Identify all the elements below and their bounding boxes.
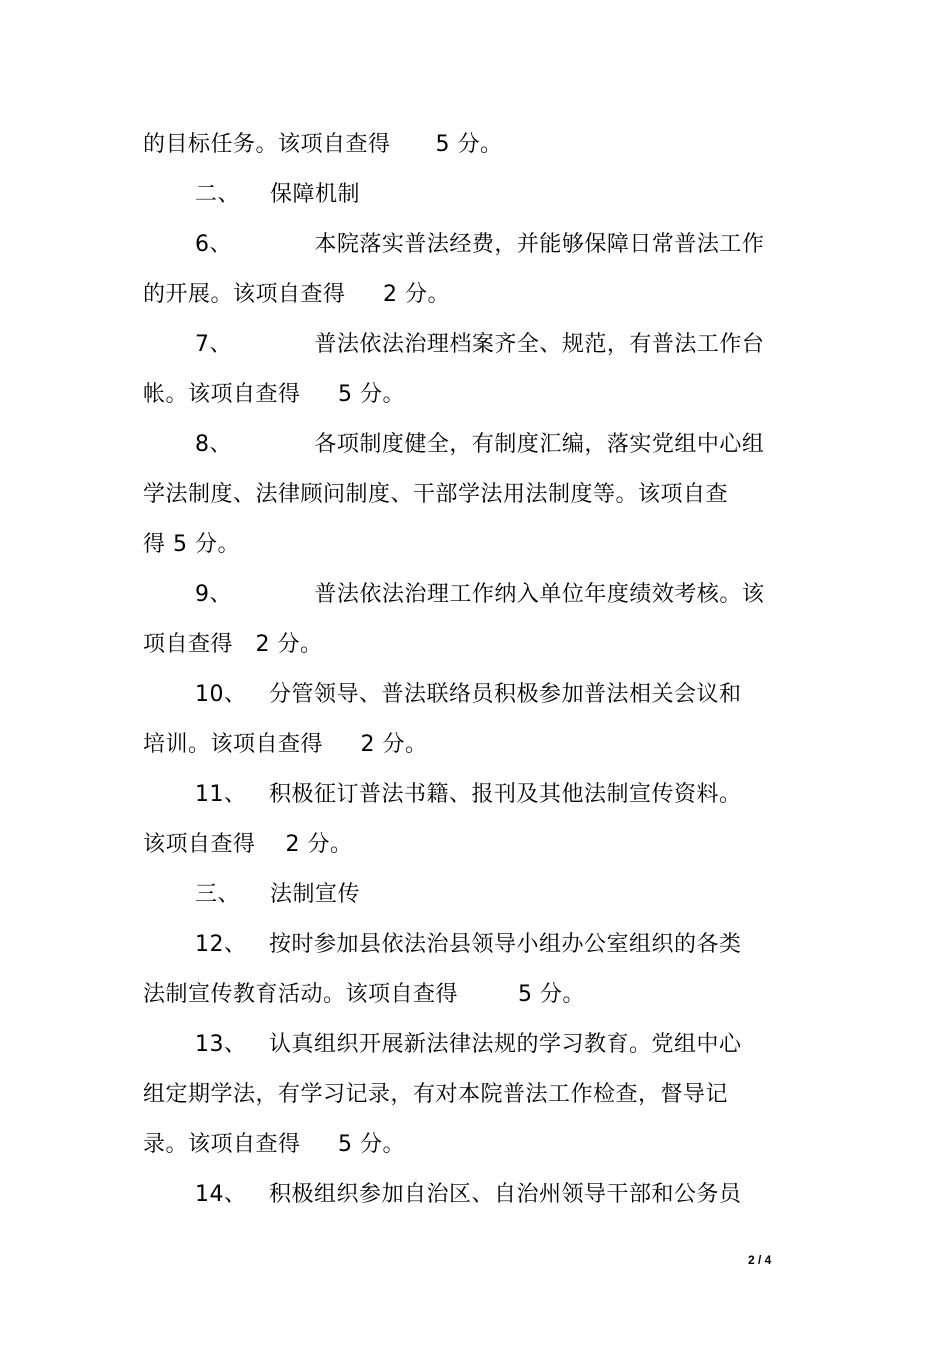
text-line: 得 5 分。 bbox=[143, 532, 240, 557]
text-line: 项自查得 2 分。 bbox=[143, 632, 323, 657]
text-line: 的目标任务。该项自查得 5 分。 bbox=[143, 132, 503, 157]
text-line: 8、 各项制度健全，有制度汇编，落实党组中心组 bbox=[195, 432, 765, 457]
section-heading: 三、 法制宣传 bbox=[195, 882, 360, 907]
text-line: 10、 分管领导、普法联络员积极参加普法相关会议和 bbox=[195, 682, 742, 707]
text-line: 7、 普法依法治理档案齐全、规范，有普法工作台 bbox=[195, 332, 765, 357]
text-line: 该项自查得 2 分。 bbox=[143, 832, 353, 857]
text-line: 帐。该项自查得 5 分。 bbox=[143, 382, 405, 407]
text-line: 13、 认真组织开展新法律法规的学习教育。党组中心 bbox=[195, 1032, 742, 1057]
section-heading: 二、 保障机制 bbox=[195, 182, 360, 207]
text-line: 组定期学法，有学习记录，有对本院普法工作检查，督导记 bbox=[143, 1082, 729, 1107]
page-number: 2 / 4 bbox=[748, 1253, 772, 1267]
text-line: 14、 积极组织参加自治区、自治州领导干部和公务员 bbox=[195, 1182, 742, 1207]
text-line: 录。该项自查得 5 分。 bbox=[143, 1132, 405, 1157]
text-line: 6、 本院落实普法经费，并能够保障日常普法工作 bbox=[195, 232, 765, 257]
text-line: 的开展。该项自查得 2 分。 bbox=[143, 282, 450, 307]
text-line: 学法制度、法律顾问制度、干部学法用法制度等。该项自查 bbox=[143, 482, 729, 507]
text-line: 11、 积极征订普法书籍、报刊及其他法制宣传资料。 bbox=[195, 782, 742, 807]
text-line: 培训。该项自查得 2 分。 bbox=[143, 732, 428, 757]
text-line: 法制宣传教育活动。该项自查得 5 分。 bbox=[143, 982, 585, 1007]
text-line: 9、 普法依法治理工作纳入单位年度绩效考核。该 bbox=[195, 582, 765, 607]
text-line: 12、 按时参加县依法治县领导小组办公室组织的各类 bbox=[195, 932, 742, 957]
